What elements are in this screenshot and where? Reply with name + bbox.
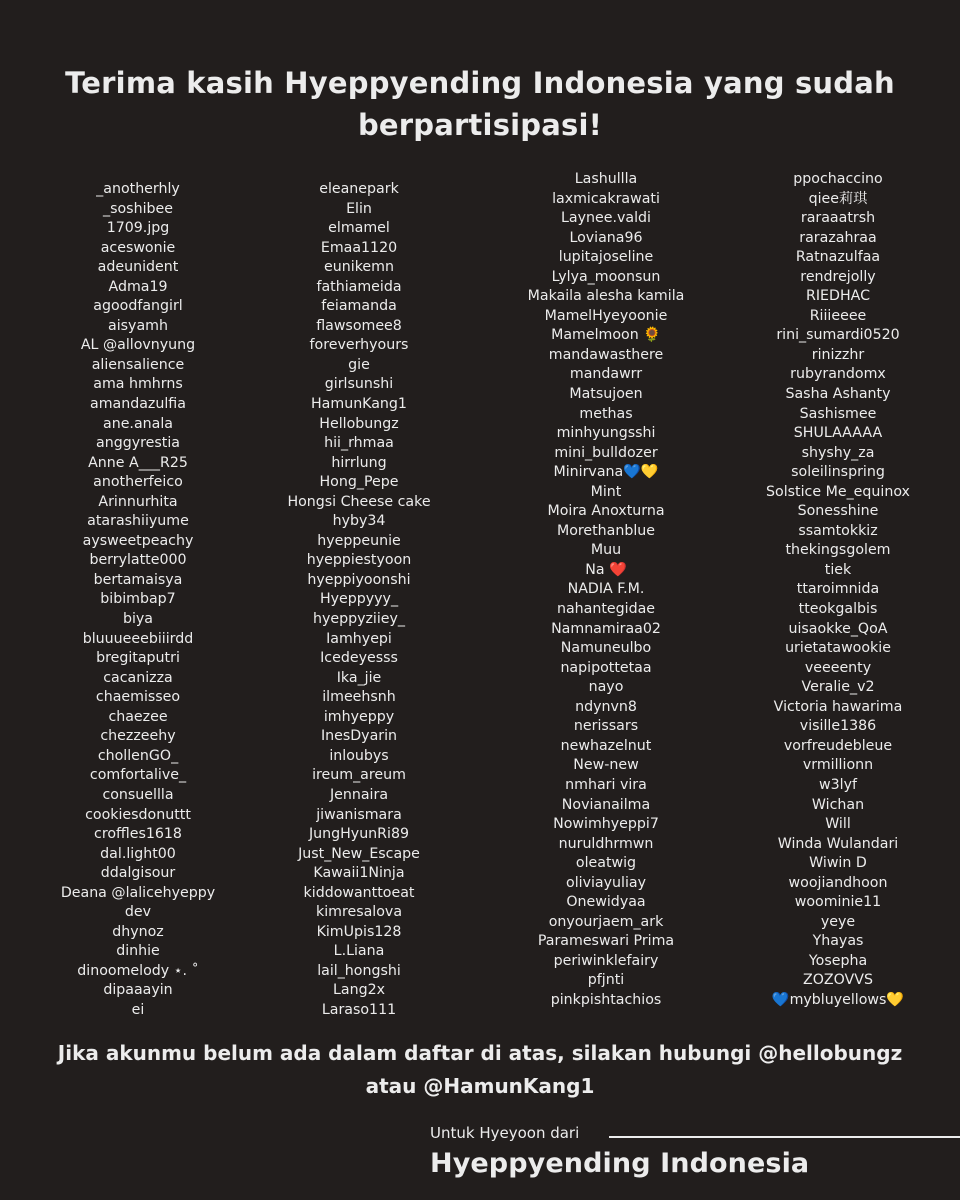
participant-name: shyshy_za — [801, 444, 875, 461]
participant-name: onyourjaem_ark — [548, 913, 664, 930]
participant-name: urietatawookie — [785, 640, 891, 657]
participant-name: nuruldhrmwn — [558, 835, 654, 852]
participant-name: gie — [348, 356, 370, 373]
participant-name: hyby34 — [332, 513, 386, 530]
participant-name: Mint — [590, 483, 622, 500]
participant-name: rarazahraa — [799, 229, 877, 246]
participant-name: Minirvana💙💛 — [553, 464, 659, 481]
participant-name: aysweetpeachy — [82, 532, 194, 549]
participant-name: dev — [124, 904, 152, 921]
participant-name: methas — [579, 405, 633, 422]
participant-name: Laraso111 — [321, 1001, 397, 1018]
participant-name: NADIA F.M. — [567, 581, 645, 598]
participant-name: cacanizza — [103, 669, 173, 686]
dedication-label: Untuk Hyeyoon dari — [430, 1124, 580, 1142]
participant-name: Riiieeee — [809, 307, 867, 324]
participant-name: mandawasthere — [548, 346, 664, 363]
participant-name: nmhari vira — [565, 776, 647, 793]
participant-name: berrylatte000 — [89, 552, 187, 569]
participant-name: Wiwin D — [809, 855, 867, 872]
participant-name: dipaaayin — [103, 982, 173, 999]
participant-name: anotherfeico — [93, 474, 183, 491]
participant-name: nayo — [588, 679, 624, 696]
participant-name: dinhie — [116, 943, 160, 960]
participant-name: rendrejolly — [800, 268, 876, 285]
participant-name: veeeenty — [804, 659, 872, 676]
participant-name: Hong_Pepe — [319, 474, 399, 491]
participant-name: Solstice Me_equinox — [766, 483, 910, 500]
participant-name: fathiameida — [316, 278, 402, 295]
contact-note: Jika akunmu belum ada dalam daftar di atas, silakan hubungi @hellobungz atau @HamunKang1 — [57, 1041, 903, 1098]
participant-name: soleilinspring — [791, 464, 885, 481]
participant-name: chaemisseo — [95, 689, 181, 706]
participant-name: ama hmhrns — [93, 376, 183, 393]
participant-name: rubyrandomx — [790, 366, 886, 383]
participant-name: dhynoz — [112, 923, 164, 940]
participant-name: woojiandhoon — [788, 874, 888, 891]
participant-name: Veralie_v2 — [801, 679, 875, 696]
participant-name: Elin — [346, 200, 372, 217]
participant-name: Na ❤️ — [585, 561, 627, 578]
participant-name: Will — [825, 816, 851, 833]
participant-name: vorfreudebleue — [783, 737, 893, 754]
participant-name: anggyrestia — [96, 435, 180, 452]
participant-name: croffles1618 — [94, 826, 182, 843]
participant-name: Namnamiraa02 — [551, 620, 661, 637]
participant-name: periwinklefairy — [553, 952, 659, 969]
participant-name: rini_sumardi0520 — [776, 327, 900, 344]
participant-name: aceswonie — [100, 239, 176, 256]
participant-name: thekingsgolem — [785, 542, 891, 559]
organization-name: Hyeppyending Indonesia — [430, 1148, 810, 1179]
participant-name: ndynvn8 — [575, 698, 637, 715]
participant-name: hyeppyziiey_ — [312, 611, 406, 628]
participant-name: ei — [131, 1001, 145, 1018]
participant-name: ZOZOVVS — [803, 972, 873, 989]
participant-name: girlsunshi — [324, 376, 394, 393]
participant-name: JungHyunRi89 — [308, 826, 410, 843]
participant-name: Lylya_moonsun — [551, 268, 661, 285]
participant-name: amandazulfia — [90, 396, 186, 413]
participant-name: atarashiiyume — [87, 513, 189, 530]
participant-name: inloubys — [329, 747, 389, 764]
participant-name: chaezee — [108, 708, 168, 725]
participant-name: chollenGO_ — [97, 747, 179, 764]
participant-name: New-new — [573, 757, 639, 774]
participant-name: tiek — [824, 561, 852, 578]
participant-name: feiamanda — [321, 298, 397, 315]
participant-name: kimresalova — [315, 904, 403, 921]
divider-line — [609, 1136, 960, 1138]
participant-name: aisyamh — [108, 317, 168, 334]
participant-name: Ika_jie — [336, 669, 382, 686]
participant-name: jiwanismara — [316, 806, 402, 823]
participant-name: AL @allovnyung — [80, 337, 196, 354]
participant-name: bibimbap7 — [100, 591, 176, 608]
participant-name: eleanepark — [319, 181, 399, 197]
participant-name: bertamaisya — [93, 571, 183, 588]
participant-name: Makaila alesha kamila — [527, 288, 685, 305]
participant-name: Deana @lalicehyeppy — [60, 884, 216, 901]
participant-name: hyeppiestyoon — [306, 552, 412, 569]
participant-name: Onewidyaa — [566, 894, 646, 911]
participant-name: Yhayas — [812, 933, 864, 950]
participant-name: ireum_areum — [312, 767, 406, 784]
participant-name: _anotherhly — [96, 181, 180, 197]
participant-name: Just_New_Escape — [298, 845, 420, 862]
participant-name: ttaroimnida — [796, 581, 880, 598]
participant-name: Novianailma — [561, 796, 651, 813]
participant-name: agoodfangirl — [93, 298, 183, 315]
participant-name: Icedeyesss — [320, 650, 398, 667]
participant-name: dinoomelody ⋆. ˚ — [77, 962, 199, 979]
participant-name: w3lyf — [819, 776, 857, 793]
participant-name: kiddowanttoeat — [303, 884, 415, 901]
participant-name: adeunident — [97, 259, 179, 276]
participant-name: Nowimhyeppi7 — [553, 816, 659, 833]
participant-name: Jennaira — [329, 786, 389, 803]
participant-name: bregitaputri — [96, 650, 180, 667]
participant-name: raraaatrsh — [800, 210, 876, 227]
participant-name: Kawaii1Ninja — [313, 865, 405, 882]
participant-name: oleatwig — [575, 855, 637, 872]
participant-name: cookiesdonuttt — [85, 806, 191, 823]
participant-name: Lashullla — [574, 171, 638, 187]
participant-name: Iamhyepi — [326, 630, 392, 647]
participant-name: dal.light00 — [100, 845, 176, 862]
participant-name: consuellla — [102, 786, 174, 803]
participant-name: Namuneulbo — [560, 640, 652, 657]
participant-name: napipottetaa — [560, 659, 652, 676]
participant-name: mini_bulldozer — [554, 444, 658, 461]
participant-name: newhazelnut — [560, 737, 652, 754]
participant-name: Muu — [590, 542, 622, 559]
participant-name: elmamel — [328, 220, 390, 237]
participant-name: Loviana96 — [569, 229, 643, 246]
participant-name: Mamelmoon 🌻 — [551, 327, 661, 344]
participant-name: SHULAAAAA — [793, 425, 883, 442]
participant-name: pinkpishtachios — [550, 991, 662, 1008]
name-list-column-1 — [23, 180, 253, 1021]
participant-name: biya — [122, 611, 154, 628]
participant-name: L.Liana — [333, 943, 385, 960]
participant-name: bluuueeebiiirdd — [82, 630, 194, 647]
participant-name: KimUpis128 — [316, 923, 402, 940]
participant-name: imhyeppy — [323, 708, 395, 725]
participant-name: vrmillionn — [802, 757, 874, 774]
participant-name: Matsujoen — [569, 386, 643, 403]
participant-name: Winda Wulandari — [777, 835, 899, 852]
participant-name: HamunKang1 — [311, 396, 407, 413]
participant-name: minhyungsshi — [556, 425, 656, 442]
participant-name: pfjnti — [587, 972, 625, 989]
participant-name: hyeppeunie — [317, 532, 401, 549]
participant-name: 💙mybluyellows💛 — [771, 991, 905, 1008]
participant-name: oliviayuliay — [566, 874, 646, 891]
participant-name: qiee莉琪 — [808, 190, 868, 207]
participant-name: RIEDHAC — [806, 288, 870, 305]
participant-name: ssamtokkiz — [798, 522, 878, 539]
participant-name: Hyeppyyy_ — [319, 591, 399, 608]
participant-name: Victoria hawarima — [773, 698, 903, 715]
participant-name: _soshibee — [103, 200, 173, 217]
participant-name: Laynee.valdi — [561, 210, 651, 227]
participant-name: ane.anala — [103, 415, 173, 432]
participant-name: rinizzhr — [811, 346, 865, 363]
participant-name: foreverhyours — [309, 337, 409, 354]
participant-name: Emaa1120 — [320, 239, 398, 256]
participant-name: InesDyarin — [320, 728, 398, 745]
participant-name: comfortalive_ — [89, 767, 187, 784]
participant-name: woominie11 — [794, 894, 882, 911]
participant-name: 1709.jpg — [106, 220, 170, 237]
participant-name: Sasha Ashanty — [785, 386, 891, 403]
participant-name: Parameswari Prima — [537, 933, 675, 950]
participant-name: visille1386 — [799, 718, 877, 735]
participant-name: tteokgalbis — [798, 601, 878, 618]
participant-name: Lang2x — [332, 982, 386, 999]
participant-name: Wichan — [811, 796, 865, 813]
participant-name: nahantegidae — [556, 601, 656, 618]
participant-name: laxmicakrawati — [552, 190, 660, 207]
participant-name: Morethanblue — [556, 522, 656, 539]
participant-name: lail_hongshi — [317, 962, 401, 979]
participant-name: yeye — [820, 913, 856, 930]
participant-name: Moira Anoxturna — [547, 503, 665, 520]
participant-name: ilmeehsnh — [322, 689, 396, 706]
participant-name: ppochaccino — [793, 171, 883, 187]
participant-name: hii_rhmaa — [324, 435, 394, 452]
participant-name: Ratnazulfaa — [795, 249, 881, 266]
participant-name: Hellobungz — [319, 415, 399, 432]
participant-name: Anne A___R25 — [88, 454, 188, 471]
name-list-column-3 — [491, 170, 721, 1011]
participant-name: Hongsi Cheese cake — [287, 493, 431, 510]
participant-name: lupitajoseline — [558, 249, 654, 266]
name-list-column-2 — [244, 180, 474, 1021]
participant-name: Adma19 — [108, 278, 168, 295]
participant-name: uisaokke_QoA — [788, 620, 888, 637]
participant-name: eunikemn — [324, 259, 394, 276]
name-list-column-4 — [723, 170, 953, 1011]
participant-name: MamelHyeyoonie — [544, 307, 668, 324]
participant-name: mandawrr — [569, 366, 643, 383]
participant-name: ddalgisour — [100, 865, 176, 882]
page-title: Terima kasih Hyeppyending Indonesia yang sudah berpartisipasi! — [65, 66, 895, 142]
participant-name: nerissars — [573, 718, 639, 735]
participant-name: Yosepha — [808, 952, 868, 969]
participant-name: Sonesshine — [797, 503, 879, 520]
participant-name: hyeppiyoonshi — [307, 571, 411, 588]
participant-name: chezzeehy — [100, 728, 176, 745]
participant-name: flawsomee8 — [316, 317, 402, 334]
participant-name: hirrlung — [331, 454, 387, 471]
participant-name: Sashismee — [799, 405, 877, 422]
participant-name: aliensalience — [91, 356, 185, 373]
participant-name: Arinnurhita — [98, 493, 178, 510]
